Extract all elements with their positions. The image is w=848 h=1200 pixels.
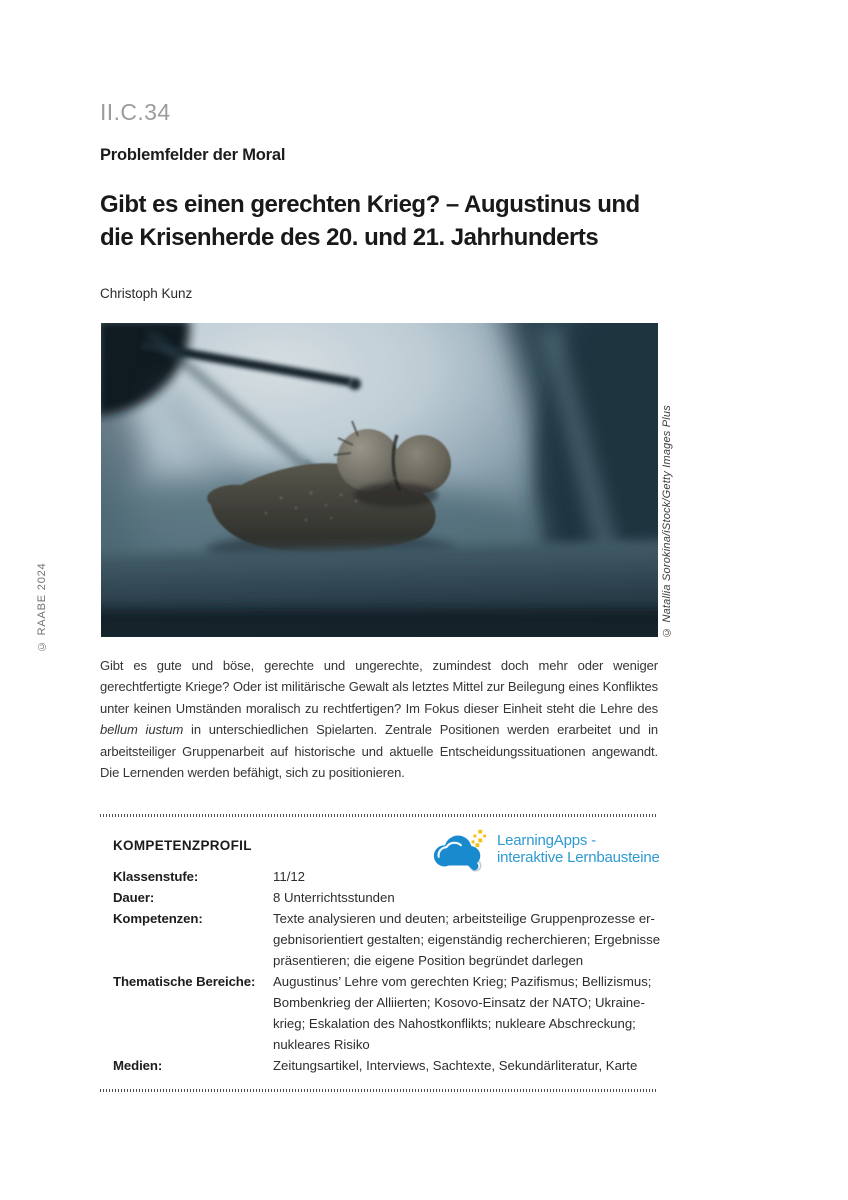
profile-value [273, 971, 651, 1055]
series-title: Problemfelder der Moral [100, 146, 286, 164]
divider-top [100, 814, 658, 817]
title-line-2: die Krisenherde des 20. und 21. Jahrhunderts [100, 224, 599, 251]
profile-row [113, 971, 673, 1055]
kompetenzprofil-heading: KOMPETENZPROFIL [113, 838, 252, 853]
profile-value-line: nukleares Risiko [273, 1037, 370, 1052]
kompetenzprofil-table [113, 866, 673, 1076]
author-name: Christoph Kunz [100, 286, 193, 301]
divider-bottom [100, 1089, 658, 1092]
article-photo [101, 323, 658, 637]
profile-value-line: krieg; Eskalation des Nahostkonflikts; nukleare Abschreckung; [273, 1016, 636, 1031]
profile-label: Dauer: [113, 890, 155, 905]
logo-text-line-1: LearningApps - [497, 832, 596, 849]
intro-text-2: in unterschiedlichen Spielarten. Zentrale Positionen werden erarbeitet und in arbeitsteiliger Gruppenarbeit auf historische und aktuelle Entscheidungssituationen angewandt. Die Lernenden werden befähigt, sich zu positionieren. [100, 722, 658, 781]
profile-value-line: Texte analysieren und deuten; arbeitsteilige Gruppenprozesse er- [273, 911, 655, 926]
intro-italic-phrase: bellum iustum [100, 722, 184, 738]
profile-label: Thematische Bereiche: [113, 974, 256, 989]
page-title [100, 188, 640, 254]
profile-value [273, 866, 305, 887]
profile-row [113, 887, 673, 908]
photo-credit: © Natallia Sorokina/iStock/Getty Images Plus [661, 405, 673, 638]
profile-row [113, 1055, 673, 1076]
profile-value-line: Zeitungsartikel, Interviews, Sachtexte, Sekundärliteratur, Karte [273, 1058, 638, 1073]
intro-paragraph [100, 655, 658, 783]
profile-label: Kompetenzen: [113, 911, 203, 926]
unit-code: II.C.34 [100, 99, 171, 125]
profile-value [273, 887, 395, 908]
profile-value-line: 11/12 [273, 869, 306, 884]
intro-text-1: Gibt es gute und böse, gerechte und ungerechte, zumindest doch mehr oder weniger gerechtfertigte Kriege? Oder ist militärische Gewalt als letztes Mittel zur Beilegung eines Konfliktes unter keinen Umständen moralisch zu rechtfertigen? Im Fokus dieser Einheit steht die Lehre des [100, 658, 658, 716]
learningapps-logo-text [497, 828, 660, 866]
profile-value-line: 8 Unterrichtsstunden [273, 890, 395, 905]
profile-value-line: Augustinus’ Lehre vom gerechten Krieg; Pazifismus; Bellizismus; [273, 974, 652, 989]
teddy-bear-photo-illustration [101, 323, 658, 637]
profile-value-line: gebnisorientiert gestalten; eigenständig recherchieren; Ergebnisse [273, 932, 661, 947]
profile-label: Klassenstufe: [113, 869, 199, 884]
profile-value-line: präsentieren; die eigene Position begründet darlegen [273, 953, 584, 968]
title-line-1: Gibt es einen gerechten Krieg? – Augustinus und [100, 191, 640, 218]
profile-row [113, 866, 673, 887]
profile-row [113, 908, 673, 971]
profile-value [273, 1055, 637, 1076]
logo-text-line-2: interaktive Lernbausteine [497, 848, 660, 866]
profile-value-line: Bombenkrieg der Alliierten; Kosovo-Einsatz der NATO; Ukraine- [273, 995, 645, 1010]
profile-value [273, 908, 660, 971]
publisher-copyright: © RAABE 2024 [36, 562, 48, 652]
profile-label: Medien: [113, 1058, 163, 1073]
